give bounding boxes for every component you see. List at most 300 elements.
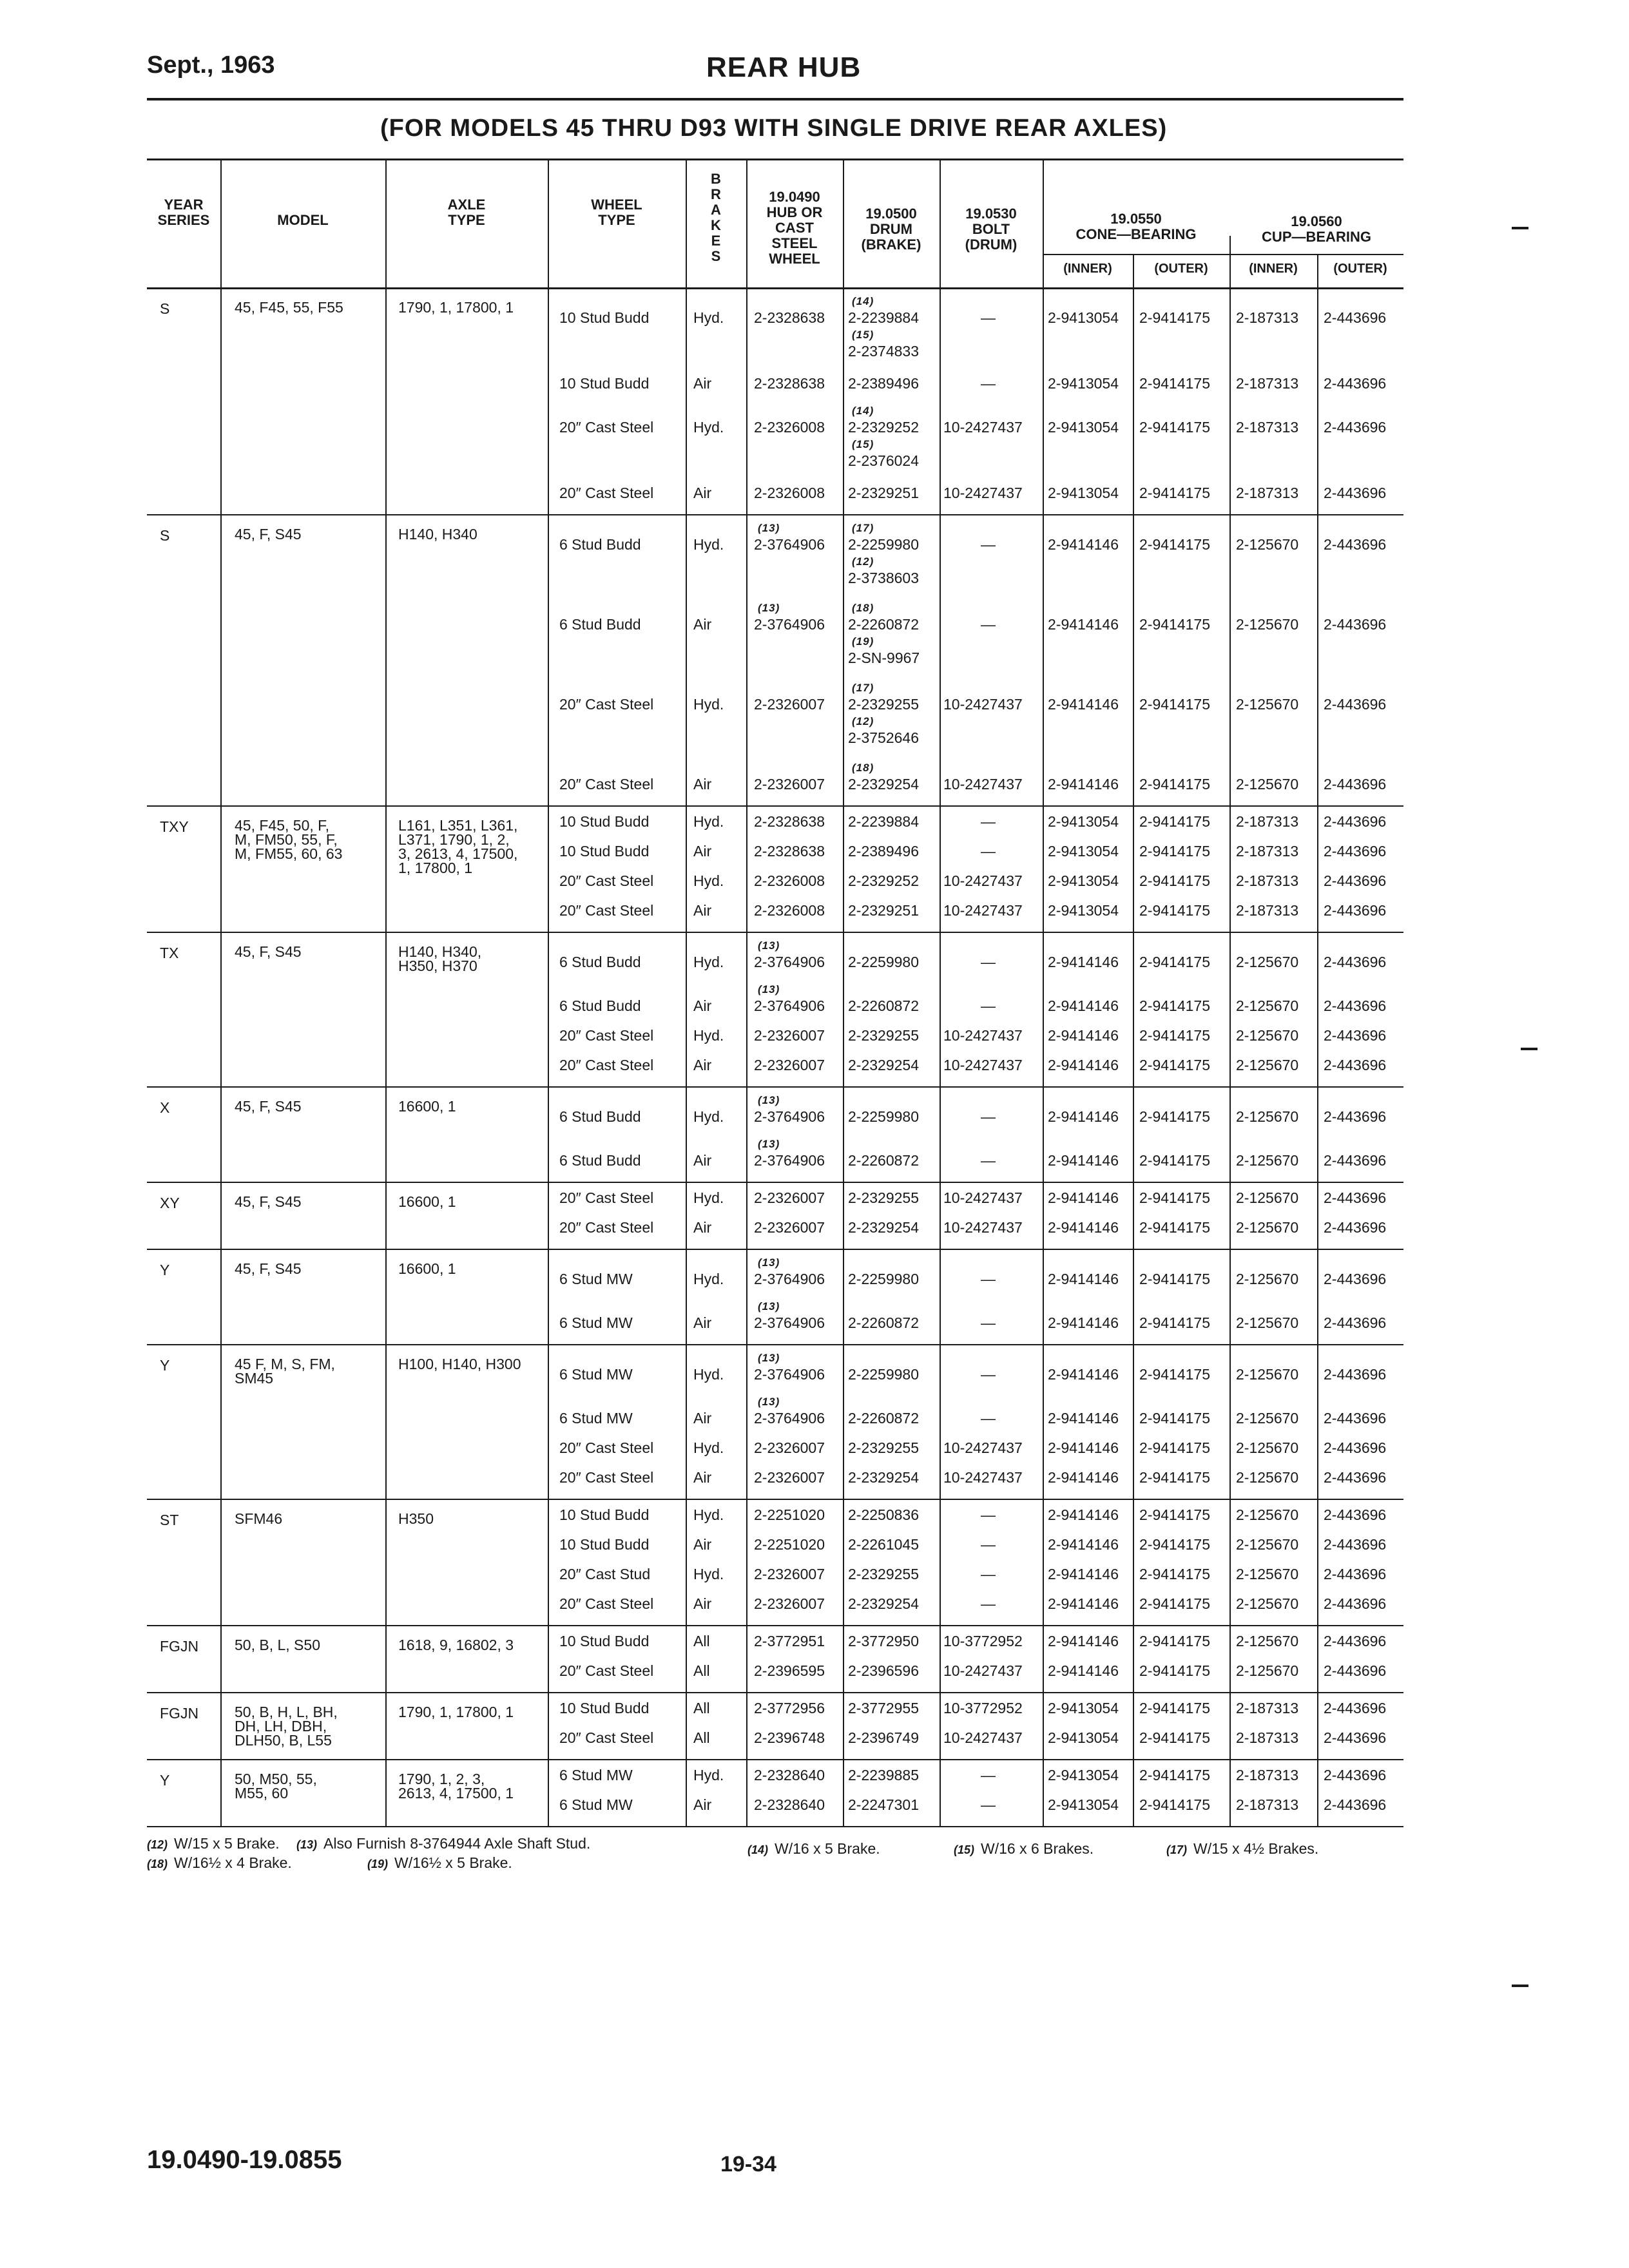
brake-cell: Air [693,1314,712,1331]
column-header-wheel-type: WHEEL TYPE [591,197,642,228]
cup-outer-part-number: 2-443696 [1324,1271,1387,1287]
wheel-type-cell: 6 Stud Budd [559,616,641,633]
cup-outer-part-number: 2-443696 [1324,1189,1387,1206]
bolt-part-number: 10-2427437 [943,1057,1023,1073]
footnote-number: (13) [296,1838,318,1851]
brake-cell: Air [693,1595,712,1612]
cone-inner-part-number: 2-9413054 [1048,485,1119,501]
cone-outer-part-number: 2-9414175 [1139,1314,1210,1331]
publication-date: Sept., 1963 [147,52,275,79]
hub-part-number: 2-3764906 [754,1366,825,1383]
wheel-type-cell: 6 Stud Budd [559,1152,641,1169]
column-header-cone-bearing: 19.0550 CONE—BEARING [1075,211,1197,242]
cone-outer-part-number: 2-9414175 [1139,375,1210,392]
cup-inner-part-number: 2-125670 [1236,1506,1299,1523]
row-divider [1043,254,1403,255]
hub-part-number: 2-3764906 [754,1271,825,1287]
wheel-type-cell: 20″ Cast Steel [559,1439,654,1456]
hub-part-number: 2-3772956 [754,1700,825,1716]
hub-part-number: 2-2326007 [754,1469,825,1486]
brake-cell: Air [693,1152,712,1169]
brake-cell: Hyd. [693,419,724,436]
cup-inner-part-number: 2-125670 [1236,536,1299,553]
cone-inner-part-number: 2-9414146 [1048,1506,1119,1523]
footnote-ref: (14) [852,405,874,417]
cone-outer-part-number: 2-9414175 [1139,616,1210,633]
drum-part-number: 2-2329251 [848,485,919,501]
model-cell: 45, F, S45 [235,1260,302,1277]
cup-outer-part-number: 2-443696 [1324,419,1387,436]
hub-part-number: 2-2396748 [754,1729,825,1746]
footnote-ref: (14) [852,295,874,307]
cup-outer-part-number: 2-443696 [1324,309,1387,326]
brake-cell: Air [693,485,712,501]
drum-part-number: 2-2259980 [848,1108,919,1125]
year-series-cell: S [160,527,170,544]
row-divider [147,1182,1403,1183]
cone-outer-part-number: 2-9414175 [1139,1506,1210,1523]
wheel-type-cell: 6 Stud MW [559,1767,633,1783]
cone-outer-part-number: 2-9414175 [1139,1796,1210,1813]
cone-outer-part-number: 2-9414175 [1139,997,1210,1014]
brake-cell: All [693,1729,710,1746]
cup-outer-part-number: 2-443696 [1324,1314,1387,1331]
footnote-ref: (13) [758,1300,780,1312]
model-cell: 45, F45, 55, F55 [235,299,343,316]
drum-part-number: 2-2329254 [848,1219,919,1236]
hub-part-number: 2-2328638 [754,375,825,392]
bolt-part-number: — [981,536,996,553]
brake-cell: All [693,1662,710,1679]
column-divider [843,159,844,1826]
cone-outer-part-number: 2-9414175 [1139,954,1210,970]
drum-alt-part-number: 2-3738603 [848,570,919,586]
wheel-type-cell: 20″ Cast Steel [559,1189,654,1206]
wheel-type-cell: 6 Stud MW [559,1796,633,1813]
cup-outer-part-number: 2-443696 [1324,1108,1387,1125]
hub-part-number: 2-2328638 [754,843,825,860]
cup-outer-part-number: 2-443696 [1324,872,1387,889]
cup-outer-part-number: 2-443696 [1324,1152,1387,1169]
cone-inner-part-number: 2-9413054 [1048,309,1119,326]
cup-outer-part-number: 2-443696 [1324,375,1387,392]
margin-mark [1521,1048,1537,1050]
footnote-text: W/15 x 5 Brake. [174,1835,280,1852]
hub-part-number: 2-3764906 [754,1152,825,1169]
year-series-cell: FGJN [160,1638,199,1655]
drum-part-number: 2-2329254 [848,1595,919,1612]
footnote-text: Also Furnish 8-3764944 Axle Shaft Stud. [323,1835,591,1852]
cup-inner-part-number: 2-125670 [1236,1057,1299,1073]
cup-outer-part-number: 2-443696 [1324,1469,1387,1486]
cone-inner-part-number: 2-9414146 [1048,1366,1119,1383]
drum-part-number: 2-2329254 [848,776,919,793]
column-divider [385,159,387,1826]
bolt-part-number: — [981,954,996,970]
cup-outer-part-number: 2-443696 [1324,1729,1387,1746]
cup-inner-part-number: 2-187313 [1236,1767,1299,1783]
cup-outer-part-number: 2-443696 [1324,954,1387,970]
wheel-type-cell: 6 Stud Budd [559,954,641,970]
bolt-part-number: 10-2427437 [943,1729,1023,1746]
row-divider [147,1625,1403,1626]
wheel-type-cell: 10 Stud Budd [559,1700,650,1716]
brake-cell: Hyd. [693,1767,724,1783]
bolt-part-number: — [981,1506,996,1523]
cup-inner-part-number: 2-125670 [1236,1219,1299,1236]
footnote [367,1854,512,1872]
wheel-type-cell: 20″ Cast Steel [559,1219,654,1236]
axle-type-cell: 1618, 9, 16802, 3 [398,1637,514,1653]
cup-inner-part-number: 2-125670 [1236,954,1299,970]
footnote-ref: (15) [852,438,874,450]
cone-outer-part-number: 2-9414175 [1139,1366,1210,1383]
brake-cell: Hyd. [693,1027,724,1044]
footnote-ref: (13) [758,1352,780,1364]
cone-inner-part-number: 2-9414146 [1048,696,1119,713]
cup-inner-part-number: 2-125670 [1236,1662,1299,1679]
bolt-part-number: — [981,309,996,326]
cup-inner-part-number: 2-125670 [1236,1271,1299,1287]
footnote-text: W/16½ x 5 Brake. [394,1854,512,1871]
hub-part-number: 2-2326007 [754,1219,825,1236]
footnote-text: W/16 x 5 Brake. [775,1840,880,1857]
model-cell: 45, F45, 50, F, M, FM50, 55, F, M, FM55, 60, 63 [235,817,343,862]
year-series-cell: XY [160,1195,180,1211]
cup-inner-part-number: 2-125670 [1236,997,1299,1014]
row-divider [147,1692,1403,1693]
drum-part-number: 2-2329251 [848,902,919,919]
cup-inner-part-number: 2-125670 [1236,1633,1299,1649]
footnote-number: (18) [147,1858,168,1870]
wheel-type-cell: 20″ Cast Steel [559,1057,654,1073]
hub-part-number: 2-2326007 [754,776,825,793]
footnote-number: (19) [367,1858,389,1870]
drum-part-number: 2-2247301 [848,1796,919,1813]
hub-part-number: 2-2326007 [754,1027,825,1044]
cone-inner-part-number: 2-9413054 [1048,419,1119,436]
model-cell: 45, F, S45 [235,1098,302,1115]
bolt-part-number: — [981,813,996,830]
footnote [747,1840,880,1858]
drum-part-number: 2-2329252 [848,872,919,889]
cup-outer-part-number: 2-443696 [1324,902,1387,919]
brake-cell: Air [693,1469,712,1486]
row-divider [147,1086,1403,1088]
cone-inner-part-number: 2-9414146 [1048,1057,1119,1073]
wheel-type-cell: 10 Stud Budd [559,375,650,392]
cup-outer-part-number: 2-443696 [1324,1700,1387,1716]
cup-inner-part-number: 2-125670 [1236,1366,1299,1383]
footnote-number: (17) [1166,1843,1188,1856]
wheel-type-cell: 20″ Cast Steel [559,902,654,919]
year-series-cell: TXY [160,818,189,835]
footnote-text: W/16½ x 4 Brake. [174,1854,292,1871]
cone-outer-part-number: 2-9414175 [1139,1410,1210,1427]
hub-part-number: 2-2326007 [754,1566,825,1582]
cone-outer-part-number: 2-9414175 [1139,1595,1210,1612]
column-divider [1043,159,1044,1826]
cup-outer-part-number: 2-443696 [1324,1027,1387,1044]
cup-outer-part-number: 2-443696 [1324,1219,1387,1236]
drum-part-number: 2-2329255 [848,1189,919,1206]
cup-inner-part-number: 2-125670 [1236,616,1299,633]
brake-cell: Hyd. [693,536,724,553]
row-divider [147,932,1403,933]
footnote-ref: (15) [852,329,874,341]
column-divider [548,159,549,1826]
parts-table [147,159,1403,1898]
hub-part-number: 2-2328638 [754,309,825,326]
bolt-part-number: — [981,1595,996,1612]
footnote-ref: (19) [852,635,874,648]
footnote-ref: (13) [758,1256,780,1269]
cone-inner-part-number: 2-9414146 [1048,1027,1119,1044]
footnote-number: (15) [954,1843,975,1856]
cone-inner-part-number: 2-9414146 [1048,1633,1119,1649]
cup-inner-part-number: 2-187313 [1236,1729,1299,1746]
wheel-type-cell: 20″ Cast Steel [559,1469,654,1486]
cup-outer-part-number: 2-443696 [1324,1536,1387,1553]
cone-inner-part-number: 2-9414146 [1048,1219,1119,1236]
wheel-type-cell: 6 Stud Budd [559,1108,641,1125]
axle-type-cell: 1790, 1, 2, 3, 2613, 4, 17500, 1 [398,1771,514,1802]
cone-outer-part-number: 2-9414175 [1139,419,1210,436]
bolt-part-number: — [981,1314,996,1331]
row-divider [147,1759,1403,1760]
cone-inner-part-number: 2-9414146 [1048,1439,1119,1456]
column-divider [686,159,687,1826]
footnote-text: W/16 x 6 Brakes. [981,1840,1094,1857]
brake-cell: All [693,1700,710,1716]
wheel-type-cell: 6 Stud MW [559,1410,633,1427]
cone-inner-part-number: 2-9413054 [1048,375,1119,392]
row-divider [147,1826,1403,1827]
cup-outer-part-number: 2-443696 [1324,1662,1387,1679]
drum-part-number: 2-2259980 [848,1271,919,1287]
cone-inner-part-number: 2-9414146 [1048,1566,1119,1582]
cup-inner-part-number: 2-125670 [1236,1595,1299,1612]
footnote [954,1840,1094,1858]
hub-part-number: 2-3764906 [754,1410,825,1427]
hub-part-number: 2-3764906 [754,1108,825,1125]
drum-part-number: 2-2239885 [848,1767,919,1783]
wheel-type-cell: 20″ Cast Stud [559,1566,651,1582]
axle-type-cell: H350 [398,1510,434,1527]
column-divider [1229,236,1231,1826]
cup-outer-part-number: 2-443696 [1324,1506,1387,1523]
cone-inner-part-number: 2-9413054 [1048,1796,1119,1813]
brake-cell: Hyd. [693,872,724,889]
bolt-part-number: 10-2427437 [943,1027,1023,1044]
wheel-type-cell: 10 Stud Budd [559,813,650,830]
hub-part-number: 2-2326007 [754,1189,825,1206]
brake-cell: Hyd. [693,1506,724,1523]
column-header-hub: 19.0490 HUB OR CAST STEEL WHEEL [766,189,823,267]
axle-type-cell: 16600, 1 [398,1098,456,1115]
cone-outer-part-number: 2-9414175 [1139,1108,1210,1125]
wheel-type-cell: 20″ Cast Steel [559,872,654,889]
wheel-type-cell: 10 Stud Budd [559,843,650,860]
cone-outer-part-number: 2-9414175 [1139,1152,1210,1169]
cup-inner-part-number: 2-125670 [1236,1536,1299,1553]
model-cell: 50, B, H, L, BH, DH, LH, DBH, DLH50, B, L55 [235,1704,338,1749]
cup-inner-part-number: 2-125670 [1236,1410,1299,1427]
model-cell: 50, M50, 55, M55, 60 [235,1771,317,1802]
drum-part-number: 2-2389496 [848,375,919,392]
footnote-ref: (13) [758,1138,780,1150]
footnote-number: (14) [747,1843,769,1856]
bolt-part-number: 10-2427437 [943,485,1023,501]
hub-part-number: 2-3764906 [754,1314,825,1331]
column-subheader-cone-outer: (OUTER) [1154,262,1208,276]
cone-outer-part-number: 2-9414175 [1139,1189,1210,1206]
cone-outer-part-number: 2-9414175 [1139,696,1210,713]
column-header-cup-bearing: 19.0560 CUP—BEARING [1262,213,1371,245]
column-subheader-cup-inner: (INNER) [1249,262,1298,276]
column-divider [220,159,222,1826]
cup-outer-part-number: 2-443696 [1324,813,1387,830]
row-divider [147,1499,1403,1500]
cup-inner-part-number: 2-187313 [1236,1796,1299,1813]
hub-part-number: 2-3772951 [754,1633,825,1649]
hub-part-number: 2-2326007 [754,1057,825,1073]
wheel-type-cell: 20″ Cast Steel [559,696,654,713]
cone-inner-part-number: 2-9413054 [1048,1700,1119,1716]
cone-outer-part-number: 2-9414175 [1139,843,1210,860]
model-cell: 45, F, S45 [235,526,302,543]
bolt-part-number: 10-2427437 [943,776,1023,793]
brake-cell: Hyd. [693,309,724,326]
bolt-part-number: 10-3772952 [943,1633,1023,1649]
drum-part-number: 2-2260872 [848,1152,919,1169]
brake-cell: All [693,1633,710,1649]
drum-part-number: 2-3772955 [848,1700,919,1716]
cup-inner-part-number: 2-125670 [1236,1314,1299,1331]
hub-part-number: 2-2326008 [754,902,825,919]
hub-part-number: 2-2328640 [754,1767,825,1783]
cup-outer-part-number: 2-443696 [1324,485,1387,501]
footnote-ref: (12) [852,555,874,568]
cone-outer-part-number: 2-9414175 [1139,1057,1210,1073]
column-header-year-series: YEAR SERIES [157,197,210,228]
bolt-part-number: 10-2427437 [943,696,1023,713]
section-range: 19.0490-19.0855 [147,2146,342,2174]
cup-outer-part-number: 2-443696 [1324,1366,1387,1383]
wheel-type-cell: 10 Stud Budd [559,309,650,326]
bolt-part-number: — [981,375,996,392]
drum-part-number: 2-2329255 [848,1027,919,1044]
bolt-part-number: — [981,1152,996,1169]
cup-inner-part-number: 2-187313 [1236,843,1299,860]
axle-type-cell: H140, H340, H350, H370 [398,943,482,974]
wheel-type-cell: 20″ Cast Steel [559,1595,654,1612]
bolt-part-number: 10-2427437 [943,1439,1023,1456]
bolt-part-number: 10-2427437 [943,872,1023,889]
drum-alt-part-number: 2-2376024 [848,452,919,469]
wheel-type-cell: 10 Stud Budd [559,1506,650,1523]
brake-cell: Air [693,1219,712,1236]
bolt-part-number: — [981,1536,996,1553]
footnote-number: (12) [147,1838,168,1851]
footnote [147,1835,280,1852]
row-divider [147,805,1403,807]
cup-outer-part-number: 2-443696 [1324,696,1387,713]
drum-alt-part-number: 2-SN-9967 [848,649,920,666]
cone-inner-part-number: 2-9414146 [1048,1595,1119,1612]
wheel-type-cell: 10 Stud Budd [559,1633,650,1649]
model-cell: 45 F, M, S, FM, SM45 [235,1356,335,1387]
cup-outer-part-number: 2-443696 [1324,1595,1387,1612]
wheel-type-cell: 20″ Cast Steel [559,1662,654,1679]
cup-inner-part-number: 2-125670 [1236,1108,1299,1125]
brake-cell: Air [693,843,712,860]
column-subheader-cup-outer: (OUTER) [1333,262,1387,276]
wheel-type-cell: 20″ Cast Steel [559,419,654,436]
page-title: REAR HUB [706,52,862,83]
bolt-part-number: 10-2427437 [943,1662,1023,1679]
drum-part-number: 2-2259980 [848,954,919,970]
year-series-cell: Y [160,1772,170,1789]
wheel-type-cell: 6 Stud MW [559,1314,633,1331]
wheel-type-cell: 6 Stud Budd [559,997,641,1014]
cone-inner-part-number: 2-9413054 [1048,902,1119,919]
brake-cell: Air [693,1536,712,1553]
cup-inner-part-number: 2-125670 [1236,1469,1299,1486]
bolt-part-number: — [981,1366,996,1383]
cup-inner-part-number: 2-187313 [1236,813,1299,830]
bolt-part-number: 10-3772952 [943,1700,1023,1716]
bolt-part-number: — [981,1796,996,1813]
year-series-cell: Y [160,1357,170,1374]
column-divider [1133,254,1134,1826]
cone-inner-part-number: 2-9413054 [1048,872,1119,889]
drum-alt-part-number: 2-3752646 [848,729,919,746]
column-header-drum: 19.0500 DRUM (BRAKE) [861,206,921,253]
footnote-ref: (13) [758,602,780,614]
bolt-part-number: — [981,1410,996,1427]
column-header-bolt: 19.0530 BOLT (DRUM) [965,206,1017,253]
row-divider [147,1344,1403,1345]
wheel-type-cell: 10 Stud Budd [559,1536,650,1553]
cone-outer-part-number: 2-9414175 [1139,902,1210,919]
drum-part-number: 2-2260872 [848,1410,919,1427]
cone-outer-part-number: 2-9414175 [1139,309,1210,326]
model-cell: 45, F, S45 [235,1193,302,1210]
cone-outer-part-number: 2-9414175 [1139,1027,1210,1044]
drum-part-number: 2-2329254 [848,1057,919,1073]
cup-inner-part-number: 2-187313 [1236,1700,1299,1716]
hub-part-number: 2-2326008 [754,872,825,889]
cone-inner-part-number: 2-9414146 [1048,1271,1119,1287]
page-number: 19-34 [720,2152,776,2177]
wheel-type-cell: 20″ Cast Steel [559,1027,654,1044]
drum-part-number: 2-2396749 [848,1729,919,1746]
cup-inner-part-number: 2-187313 [1236,309,1299,326]
wheel-type-cell: 20″ Cast Steel [559,776,654,793]
cup-inner-part-number: 2-187313 [1236,872,1299,889]
cone-inner-part-number: 2-9414146 [1048,1469,1119,1486]
cone-outer-part-number: 2-9414175 [1139,1219,1210,1236]
drum-part-number: 2-2329255 [848,696,919,713]
cone-inner-part-number: 2-9414146 [1048,1410,1119,1427]
bolt-part-number: 10-2427437 [943,419,1023,436]
brake-cell: Air [693,1410,712,1427]
cup-outer-part-number: 2-443696 [1324,616,1387,633]
cone-inner-part-number: 2-9414146 [1048,1108,1119,1125]
model-cell: 45, F, S45 [235,943,302,960]
brake-cell: Air [693,902,712,919]
